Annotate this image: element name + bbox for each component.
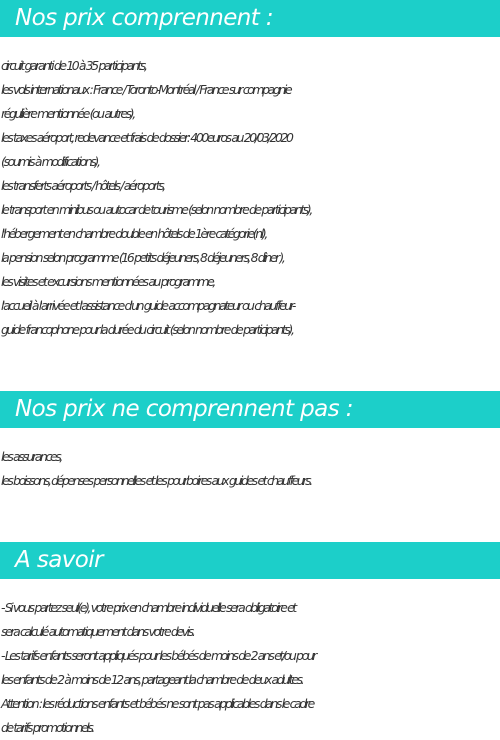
text-line: les vols internationaux : France / Toronto-Montréal / France sur compagnie <box>1 82 291 97</box>
text-line: les enfants de 2 à moins de 12 ans, partageant la chambre de deux adultes. <box>1 672 303 687</box>
section-banner <box>0 542 500 579</box>
section-title: Nos prix ne comprennent pas : <box>15 396 353 422</box>
section-body <box>0 596 500 740</box>
section-body <box>0 54 500 342</box>
text-line: guide francophone pour la durée du circuit (selon nombre de participants), <box>1 322 293 337</box>
text-line: la pension selon programme (16 petits déjeuners, 8 déjeuners, 8 dîner ), <box>1 250 284 265</box>
text-line: l'hébergement en chambre double en hôtels de 1ère catégorie(nl), <box>1 226 266 241</box>
text-line: les assurances, <box>1 449 61 464</box>
text-line: les transferts aéroports / hôtels / aéroports, <box>1 178 164 193</box>
section-info <box>0 542 500 740</box>
section-title: Nos prix comprennent : <box>15 5 274 31</box>
section-excluded <box>0 391 500 493</box>
text-line: les visites et excursions mentionnées au programme, <box>1 274 214 289</box>
text-line: de tarifs promotionnels. <box>1 720 94 735</box>
text-line: (soumis à modifications), <box>1 154 99 169</box>
section-included <box>0 0 500 342</box>
text-line: les boissons, dépenses personnelles et les pourboires aux guides et chauffeurs. <box>1 473 311 488</box>
text-line: Attention : les réductions enfants et bébés ne sont pas applicables dans le cadre <box>1 696 313 711</box>
section-banner <box>0 391 500 428</box>
text-line: circuit garanti de 10 à 35 participants, <box>1 58 146 73</box>
section-banner <box>0 0 500 37</box>
section-title: A savoir <box>15 547 103 573</box>
section-body <box>0 445 500 493</box>
text-line: - Les tarifs enfants seront appliqués pour les bébés de moins de 2 ans et/ou pour <box>1 648 316 663</box>
text-line: - Si vous partez seul(e), votre prix en chambre individuelle sera obligatoire et <box>1 600 295 615</box>
text-line: les taxes aéroport, redevance et frais de dossier: 400euros au 20/03/2020 <box>1 130 292 145</box>
text-line: régulière mentionnée (ou autres), <box>1 106 134 121</box>
text-line: sera calculé automatiquement dans votre devis. <box>1 624 194 639</box>
text-line: le transport en minibus ou autocar de tourisme (selon nombre de participants), <box>1 202 311 217</box>
text-line: l'accueil à l'arrivée et l'assistance d'un guide accompagnateur ou chauffeur- <box>1 298 294 313</box>
